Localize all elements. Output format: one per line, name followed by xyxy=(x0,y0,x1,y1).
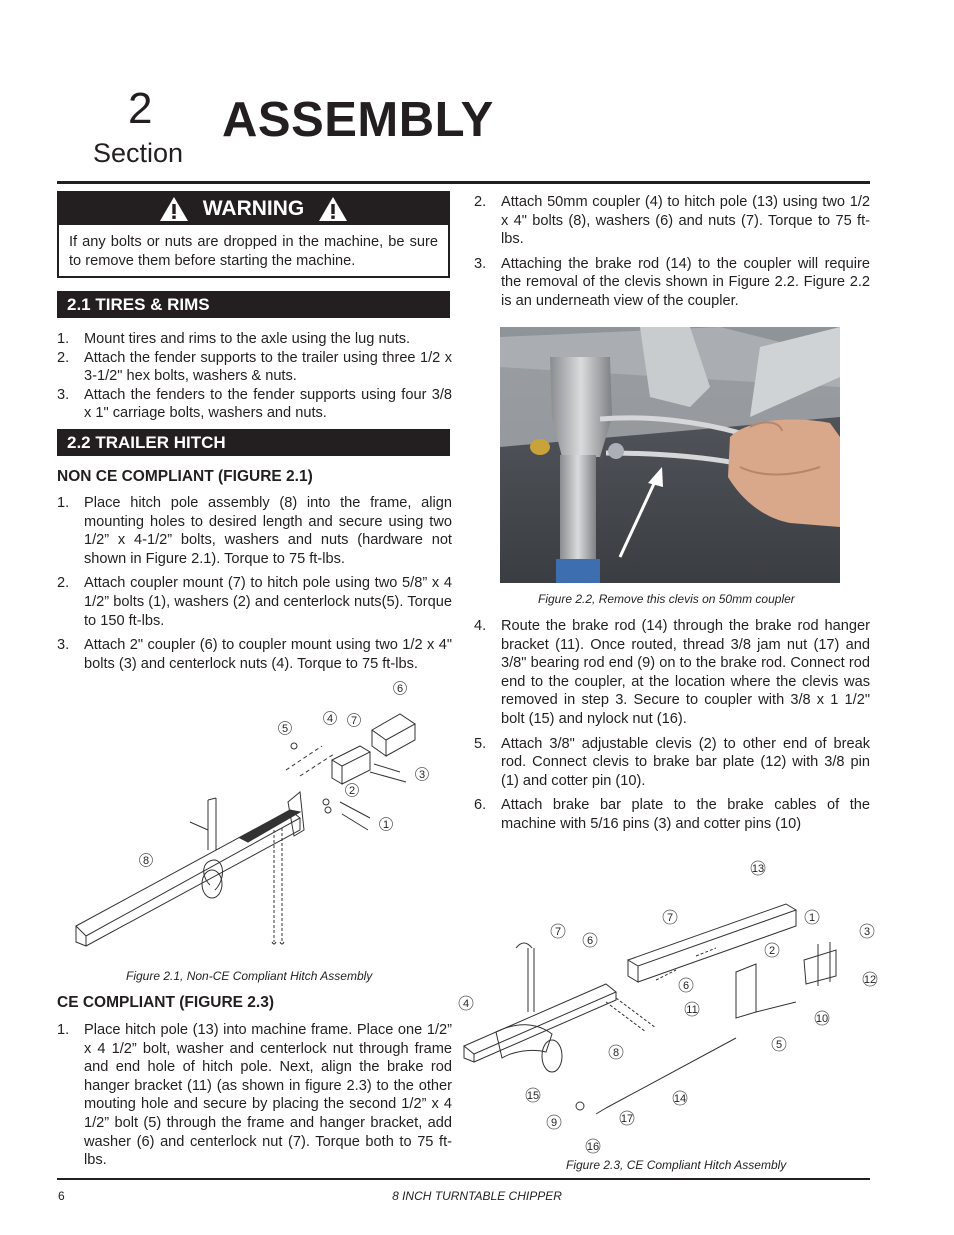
figure-2-2-caption: Figure 2.2, Remove this clevis on 50mm coupler xyxy=(538,592,795,606)
step-text: Attaching the brake rod (14) to the coupler will require the removal of the clevis shown in Figure 2.2. Figure 2.2 is an underneath view of the coupler. xyxy=(501,255,870,309)
step-item xyxy=(474,617,870,729)
section-number: 2 xyxy=(128,84,153,133)
svg-text:2: 2 xyxy=(768,945,776,957)
callout-5 xyxy=(772,1037,786,1051)
callout-7 xyxy=(663,910,677,924)
svg-text:7: 7 xyxy=(350,715,358,727)
step-number: 1. xyxy=(57,1022,70,1038)
svg-text:7: 7 xyxy=(554,926,562,938)
svg-text:17: 17 xyxy=(620,1113,634,1125)
svg-text:11: 11 xyxy=(686,1004,698,1016)
svg-text:9: 9 xyxy=(550,1117,558,1129)
step-number: 2. xyxy=(474,194,487,210)
svg-text:10: 10 xyxy=(815,1013,829,1025)
tires-heading: 2.1 TIRES & RIMS xyxy=(57,291,450,318)
step-number: 6. xyxy=(474,797,487,814)
step-text: Attach 3/8" adjustable clevis (2) to other end of break rod. Connect clevis to brake bar plate (12) with 3/8 pin (1) and cotter pin (10). xyxy=(501,735,870,789)
callout-10 xyxy=(815,1011,829,1025)
svg-text:16: 16 xyxy=(586,1141,600,1153)
step-text: Attach 50mm coupler (4) to hitch pole (13) using two 1/2 x 4" bolts (8), washers (6) and nuts (7). Torque to 75 ft-lbs. xyxy=(501,194,870,248)
step-item xyxy=(474,796,870,833)
warning-bar xyxy=(59,193,448,225)
svg-text:5: 5 xyxy=(775,1039,783,1051)
step-item xyxy=(474,735,870,791)
callout-12 xyxy=(863,972,877,986)
warning-triangle-icon xyxy=(318,196,348,222)
callout-15 xyxy=(526,1088,540,1102)
step-item xyxy=(57,574,452,630)
step-item xyxy=(57,349,452,386)
callout-7 xyxy=(551,924,565,938)
figure-2-1-caption: Figure 2.1, Non-CE Compliant Hitch Assembly xyxy=(126,969,373,983)
svg-text:3: 3 xyxy=(418,769,426,781)
figure-2-2-photo xyxy=(500,327,840,583)
page-title: ASSEMBLY xyxy=(222,93,494,147)
svg-text:6: 6 xyxy=(396,683,404,695)
coupler-mount-drawing xyxy=(286,714,415,830)
svg-text:8: 8 xyxy=(142,855,150,867)
step-item xyxy=(57,636,452,673)
svg-text:15: 15 xyxy=(526,1090,540,1102)
hitch-pole-drawing xyxy=(76,792,304,946)
callout-4 xyxy=(324,712,337,726)
svg-text:8: 8 xyxy=(612,1047,620,1059)
svg-text:4: 4 xyxy=(462,998,470,1010)
figure-2-1-drawing xyxy=(60,680,450,950)
step-item xyxy=(474,255,870,311)
non-ce-steps xyxy=(57,494,452,679)
step-number: 3. xyxy=(57,386,70,403)
ce-steps xyxy=(57,1021,452,1176)
svg-text:6: 6 xyxy=(682,980,690,992)
step-text: Mount tires and rims to the axle using the lug nuts. xyxy=(84,331,411,347)
step-text: Place hitch pole (13) into machine frame. Place one 1/2” x 4 1/2” bolt, washer and centerlock nut through frame and end hole of hitch pole. Next, align the brake rod hanger bracket (11) (as shown in figure 2.3) to the other mouting hole and secure by placing the second 1/2” x 4 1/2” bolt (5) through the frame and hanger bracket, add washer (6) and centerlock nut (7). Torque both to 75 ft-lbs. xyxy=(84,1022,452,1169)
step-number: 5. xyxy=(474,735,487,752)
step-item xyxy=(57,386,452,423)
step-item xyxy=(474,193,870,249)
callout-8 xyxy=(609,1045,623,1059)
step-item xyxy=(57,1021,452,1170)
right-steps-a xyxy=(474,193,870,317)
page-number: 6 xyxy=(58,1189,65,1203)
figure-2-3-caption: Figure 2.3, CE Compliant Hitch Assembly xyxy=(566,1158,787,1172)
step-item xyxy=(57,330,452,349)
callout-13 xyxy=(751,861,765,875)
callout-6 xyxy=(583,933,597,947)
callout-6 xyxy=(394,682,407,696)
callout-4 xyxy=(459,996,473,1010)
hitch-heading: 2.2 TRAILER HITCH xyxy=(57,429,450,456)
step-text: Attach coupler mount (7) to hitch pole using two 5/8” x 4 1/2” bolts (1), washers (2) and centerlock nuts(5). Torque to 150 ft-lbs. xyxy=(84,575,452,629)
svg-text:13: 13 xyxy=(751,863,765,875)
callout-16 xyxy=(586,1139,600,1153)
non-ce-heading: NON CE COMPLIANT (FIGURE 2.1) xyxy=(57,468,313,485)
figure-2-3-callouts xyxy=(459,861,877,1153)
callout-8 xyxy=(140,854,153,868)
svg-text:6: 6 xyxy=(586,935,594,947)
svg-text:5: 5 xyxy=(281,723,289,735)
step-text: Attach 2" coupler (6) to coupler mount using two 1/2 x 4" bolts (3) and centerlock nuts (4). Torque to 75 ft-lbs. xyxy=(84,637,452,672)
callout-17 xyxy=(620,1111,634,1125)
step-number: 3. xyxy=(474,255,487,272)
warning-box xyxy=(57,191,450,278)
callout-2 xyxy=(346,784,359,798)
step-text: Place hitch pole assembly (8) into the frame, align mounting holes to desired length and secure using two 1/2” x 4-1/2” bolts, washers and nuts (hardware not shown in Figure 2.1). Torque to 75 ft-lbs. xyxy=(84,495,452,567)
figure-2-3-drawing xyxy=(456,852,880,1154)
step-number: 1. xyxy=(57,495,70,511)
svg-text:2: 2 xyxy=(348,785,356,797)
bottom-rule xyxy=(57,1178,870,1180)
svg-text:12: 12 xyxy=(863,974,877,986)
callout-3 xyxy=(416,768,429,782)
step-text: Attach brake bar plate to the brake cables of the machine with 5/16 pins (3) and cotter pins (10) xyxy=(501,797,870,832)
warning-triangle-icon xyxy=(159,196,189,222)
step-number: 2. xyxy=(57,575,70,592)
step-item xyxy=(57,494,452,568)
callout-14 xyxy=(673,1091,687,1105)
callout-9 xyxy=(547,1115,561,1129)
callout-1 xyxy=(380,818,393,832)
svg-text:1: 1 xyxy=(808,912,816,924)
callout-1 xyxy=(805,910,819,924)
ce-heading: CE COMPLIANT (FIGURE 2.3) xyxy=(57,994,275,1011)
svg-text:7: 7 xyxy=(666,912,674,924)
section-label: Section xyxy=(93,138,184,168)
callout-11 xyxy=(685,1002,699,1016)
callout-3 xyxy=(860,924,874,938)
step-text: Route the brake rod (14) through the brake rod hanger bracket (11). Once routed, thread 3/8 jam nut (17) and 3/8" bearing rod end (9) on to the brake rod. Connect rod end to the coupler, at the location where the clevis was removed in step 3. Secure to coupler with 3/8 x 1 1/2" bolt (15) and nylock nut (16). xyxy=(501,618,870,727)
callout-2 xyxy=(765,943,779,957)
svg-text:1: 1 xyxy=(382,819,390,831)
callout-7 xyxy=(348,714,361,728)
step-number: 4. xyxy=(474,618,487,634)
svg-text:3: 3 xyxy=(863,926,871,938)
top-rule xyxy=(57,181,870,184)
right-steps-b xyxy=(474,617,870,840)
callout-5 xyxy=(279,722,292,736)
step-text: Attach the fender supports to the trailer using three 1/2 x 3-1/2" hex bolts, washers & nuts. xyxy=(84,349,452,385)
footer-title: 8 INCH TURNTABLE CHIPPER xyxy=(392,1189,562,1203)
step-number: 3. xyxy=(57,637,70,654)
step-text: Attach the fenders to the fender supports using four 3/8 x 1" carriage bolts, washers and nuts. xyxy=(84,386,452,422)
warning-label: WARNING xyxy=(202,197,305,220)
ce-hitch-drawing xyxy=(464,904,836,1114)
step-number: 2. xyxy=(57,349,70,366)
svg-text:14: 14 xyxy=(673,1093,687,1105)
warning-text: If any bolts or nuts are dropped in the machine, be sure to remove them before starting the machine. xyxy=(69,234,438,269)
step-number: 1. xyxy=(57,331,70,347)
svg-text:4: 4 xyxy=(326,713,334,725)
tires-steps xyxy=(57,330,452,423)
callout-6 xyxy=(679,978,693,992)
